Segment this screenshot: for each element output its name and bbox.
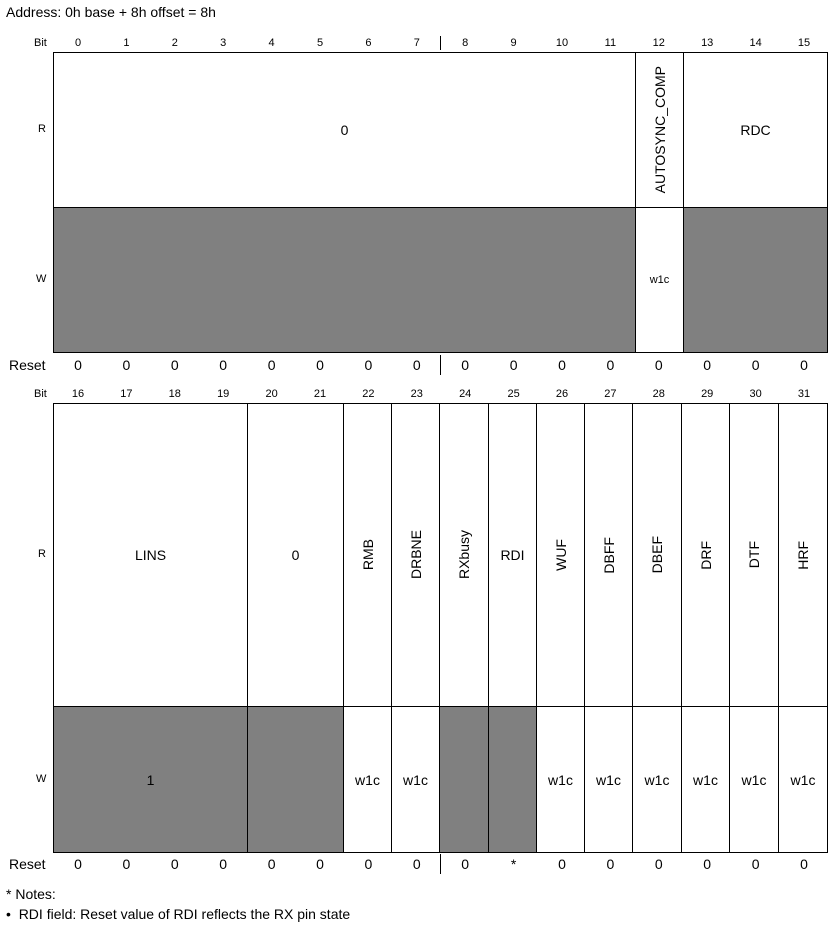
byte-separator — [440, 36, 441, 50]
reset-value: 0 — [122, 357, 131, 373]
field-dbff — [584, 403, 633, 707]
bit-number: 28 — [652, 388, 665, 400]
reset-value: 0 — [751, 856, 760, 872]
reset-value: 0 — [122, 856, 131, 872]
write-row-label: W — [36, 773, 47, 785]
reset-value: 0 — [703, 357, 712, 373]
bit-number: 31 — [797, 388, 811, 400]
reset-value: 0 — [509, 357, 518, 373]
field-dtf-write — [729, 706, 779, 853]
field-rdc-write — [683, 207, 828, 353]
bit-number: 6 — [365, 37, 372, 49]
field-dtf — [729, 403, 779, 707]
reset-value: 0 — [74, 856, 82, 872]
read-row-label: R — [38, 548, 46, 560]
bit-number: 26 — [555, 388, 569, 400]
reset-value: 0 — [267, 856, 276, 872]
register-address: Address: 0h base + 8h offset = 8h — [6, 4, 216, 20]
reset-value: 0 — [800, 357, 808, 373]
field-reserved-write — [53, 207, 636, 353]
reset-value: * — [510, 856, 517, 872]
field-label: DRF — [697, 540, 714, 570]
access-type: w1c — [741, 771, 767, 788]
byte-separator — [440, 355, 441, 375]
read-row-label: R — [38, 123, 46, 135]
field-drbne — [391, 403, 440, 707]
bit-row-label: Bit — [34, 388, 47, 400]
reset-value: 0 — [800, 856, 808, 872]
reset-value: 0 — [461, 357, 470, 373]
field-dbef-write — [632, 706, 682, 853]
reset-value: 0 — [558, 357, 566, 373]
bit-number: 30 — [749, 388, 762, 400]
field-value: 1 — [146, 771, 155, 788]
reset-value: 0 — [412, 856, 421, 872]
field-rdc — [683, 52, 828, 208]
reset-value: 0 — [316, 357, 324, 373]
field-label: HRF — [795, 540, 811, 570]
field-label: RDI — [500, 547, 525, 563]
access-type: w1c — [790, 771, 816, 788]
bit-number: 19 — [217, 388, 230, 400]
bit-number: 29 — [701, 388, 714, 400]
field-label: DTF — [746, 541, 762, 569]
bit-number: 12 — [652, 37, 665, 49]
bit-number: 13 — [701, 37, 714, 49]
bit-number: 23 — [410, 388, 423, 400]
field-rxbusy-write — [439, 706, 489, 853]
access-type: w1c — [649, 274, 670, 286]
reset-value: 0 — [751, 357, 760, 373]
bullet-icon: • — [6, 906, 11, 922]
reset-row-label: Reset — [9, 357, 46, 373]
field-label: WUF — [552, 539, 569, 571]
field-autosync-comp — [635, 52, 684, 208]
bit-number: 7 — [413, 37, 420, 49]
reset-value: 0 — [219, 357, 228, 373]
bit-number: 10 — [555, 37, 569, 49]
bit-number: 22 — [362, 388, 375, 400]
bit-number: 5 — [316, 37, 324, 49]
reset-value: 0 — [606, 357, 615, 373]
field-rxbusy — [439, 403, 489, 707]
field-reserved-read — [53, 52, 636, 208]
reset-value: 0 — [267, 357, 276, 373]
field-rdi-write — [488, 706, 537, 853]
bit-number: 20 — [265, 388, 278, 400]
field-rmb-write — [343, 706, 392, 853]
field-autosync-comp-write — [635, 207, 684, 353]
reset-value: 0 — [654, 856, 663, 872]
note-text: RDI field: Reset value of RDI reflects the RX pin state — [18, 906, 351, 922]
field-label: DBEF — [649, 536, 665, 574]
byte-separator — [440, 854, 441, 874]
reset-value: 0 — [364, 856, 373, 872]
reset-value: 0 — [606, 856, 615, 872]
reset-value: 0 — [219, 856, 228, 872]
bit-number: 11 — [604, 37, 617, 49]
field-value: 0 — [291, 547, 300, 563]
bit-number: 16 — [71, 388, 85, 400]
bit-row-label: Bit — [34, 37, 47, 49]
bit-number: 24 — [459, 388, 472, 400]
field-rmb — [343, 403, 392, 707]
access-type: w1c — [355, 771, 380, 788]
field-rdi — [488, 403, 537, 707]
access-type: w1c — [693, 771, 718, 788]
bit-number: 8 — [462, 37, 469, 49]
field-label: LINS — [134, 547, 167, 563]
bit-number: 9 — [510, 37, 517, 49]
bit-number: 15 — [797, 37, 811, 49]
field-label: RDC — [740, 122, 771, 138]
write-row-label: W — [36, 273, 47, 285]
reset-value: 0 — [170, 357, 179, 373]
field-drf — [681, 403, 730, 707]
field-dbff-write — [584, 706, 633, 853]
access-type: w1c — [596, 771, 621, 788]
bit-number: 3 — [220, 37, 227, 49]
field-wuf-write — [536, 706, 585, 853]
reset-row-label: Reset — [9, 856, 46, 872]
reset-value: 0 — [74, 357, 82, 373]
field-hrf-write — [778, 706, 828, 853]
field-value: 0 — [340, 122, 349, 138]
reset-value: 0 — [654, 357, 663, 373]
access-type: w1c — [548, 771, 573, 788]
field-lins-write — [53, 706, 248, 853]
bit-number: 17 — [120, 388, 133, 400]
bit-number: 21 — [313, 388, 327, 400]
field-label: RMB — [359, 539, 376, 571]
field-hrf — [778, 403, 828, 707]
field-lins — [53, 403, 248, 707]
field-label: DBFF — [600, 536, 617, 574]
notes-heading: * Notes: — [6, 886, 56, 902]
access-type: w1c — [644, 771, 670, 788]
field-label: DRBNE — [407, 530, 424, 580]
bit-number: 18 — [168, 388, 181, 400]
bit-number: 0 — [74, 37, 82, 49]
reset-value: 0 — [364, 357, 373, 373]
field-reserved-write — [247, 706, 344, 853]
reset-value: 0 — [412, 357, 421, 373]
reset-value: 0 — [703, 856, 712, 872]
bit-number: 2 — [171, 37, 178, 49]
access-type: w1c — [403, 771, 428, 788]
note-item — [6, 906, 350, 922]
field-drbne-write — [391, 706, 440, 853]
field-label: AUTOSYNC_COMP — [651, 66, 668, 194]
field-drf-write — [681, 706, 730, 853]
reset-value: 0 — [558, 856, 566, 872]
field-reserved-read — [247, 403, 344, 707]
bit-number: 25 — [507, 388, 520, 400]
bit-number: 14 — [749, 37, 762, 49]
field-label: RXbusy — [456, 530, 472, 580]
field-wuf — [536, 403, 585, 707]
bit-number: 27 — [604, 388, 617, 400]
bit-number: 4 — [268, 37, 275, 49]
reset-value: 0 — [170, 856, 179, 872]
reset-value: 0 — [461, 856, 470, 872]
field-dbef — [632, 403, 682, 707]
bit-number: 1 — [123, 37, 130, 49]
reset-value: 0 — [316, 856, 324, 872]
